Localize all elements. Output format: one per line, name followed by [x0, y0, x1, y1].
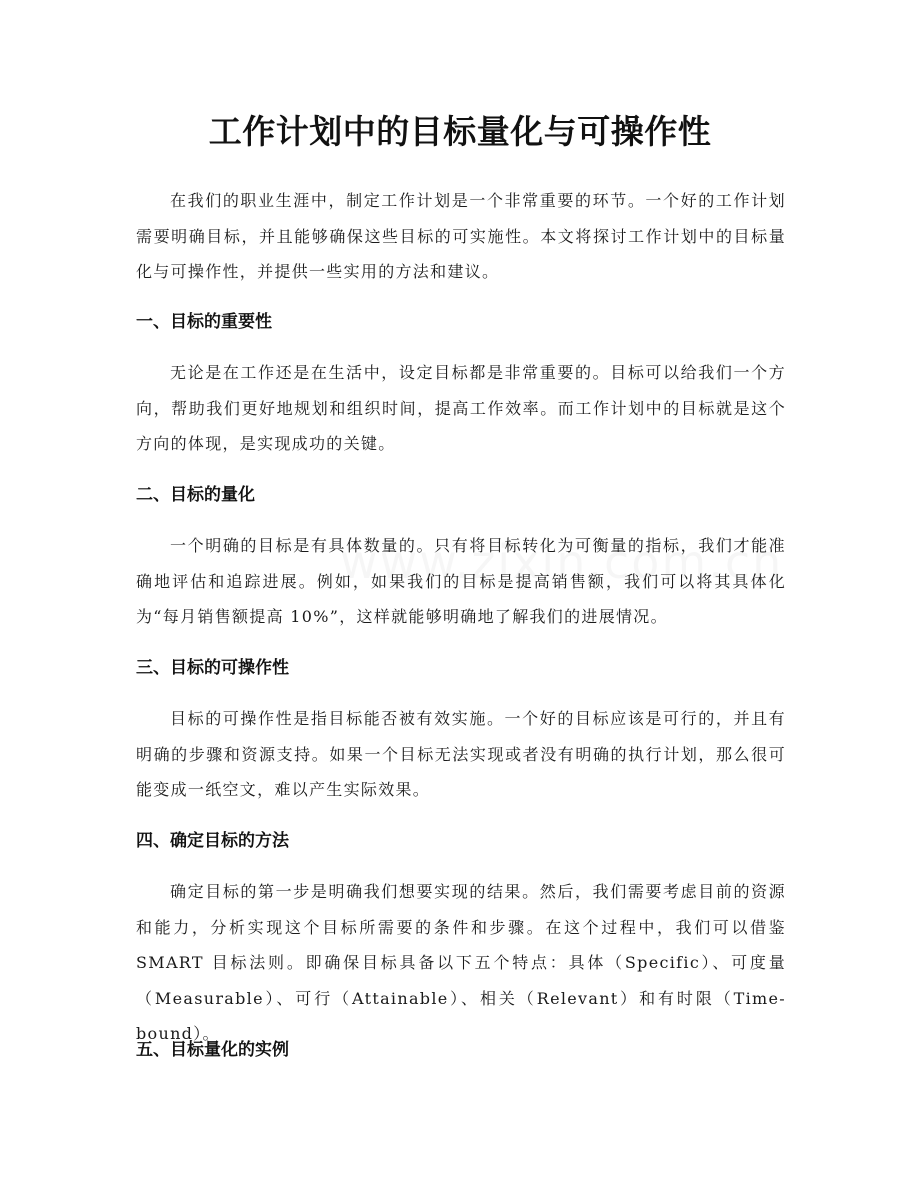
- section-body-4: 确定目标的第一步是明确我们想要实现的结果。然后，我们需要考虑目前的资源和能力，分析实现这个目标所需要的条件和步骤。在这个过程中，我们可以借鉴 SMART 目标法则。即确保目标具备以下五个特点：具体（Specific）、可度量（Measurable）、可行（Attainable）、相关（Relevant）和有时限（Time-bound）。: [136, 882, 786, 1043]
- intro-paragraph: 在我们的职业生涯中，制定工作计划是一个非常重要的环节。一个好的工作计划需要明确目标，并且能够确保这些目标的可实施性。本文将探讨工作计划中的目标量化与可操作性，并提供一些实用的方法和建议。: [136, 191, 786, 281]
- section-heading-4: 四、确定目标的方法: [136, 831, 289, 851]
- section-heading-2: 二、目标的量化: [136, 485, 255, 505]
- section-heading-5: 五、目标量化的实例: [136, 1040, 289, 1060]
- document-title: 工作计划中的目标量化与可操作性: [208, 112, 712, 151]
- section-body-3: 目标的可操作性是指目标能否被有效实施。一个好的目标应该是可行的，并且有明确的步骤和资源支持。如果一个目标无法实现或者没有明确的执行计划，那么很可能变成一纸空文，难以产生实际效果。: [136, 709, 786, 799]
- section-body-1: 无论是在工作还是在生活中，设定目标都是非常重要的。目标可以给我们一个方向，帮助我们更好地规划和组织时间，提高工作效率。而工作计划中的目标就是这个方向的体现，是实现成功的关键。: [136, 363, 786, 453]
- section-body-2: 一个明确的目标是有具体数量的。只有将目标转化为可衡量的指标，我们才能准确地评估和追踪进展。例如，如果我们的目标是提高销售额，我们可以将其具体化为“每月销售额提高 10%”，这样就能够明确地了解我们的进展情况。: [136, 536, 786, 626]
- section-heading-3: 三、目标的可操作性: [136, 658, 289, 678]
- section-heading-1: 一、目标的重要性: [136, 312, 272, 332]
